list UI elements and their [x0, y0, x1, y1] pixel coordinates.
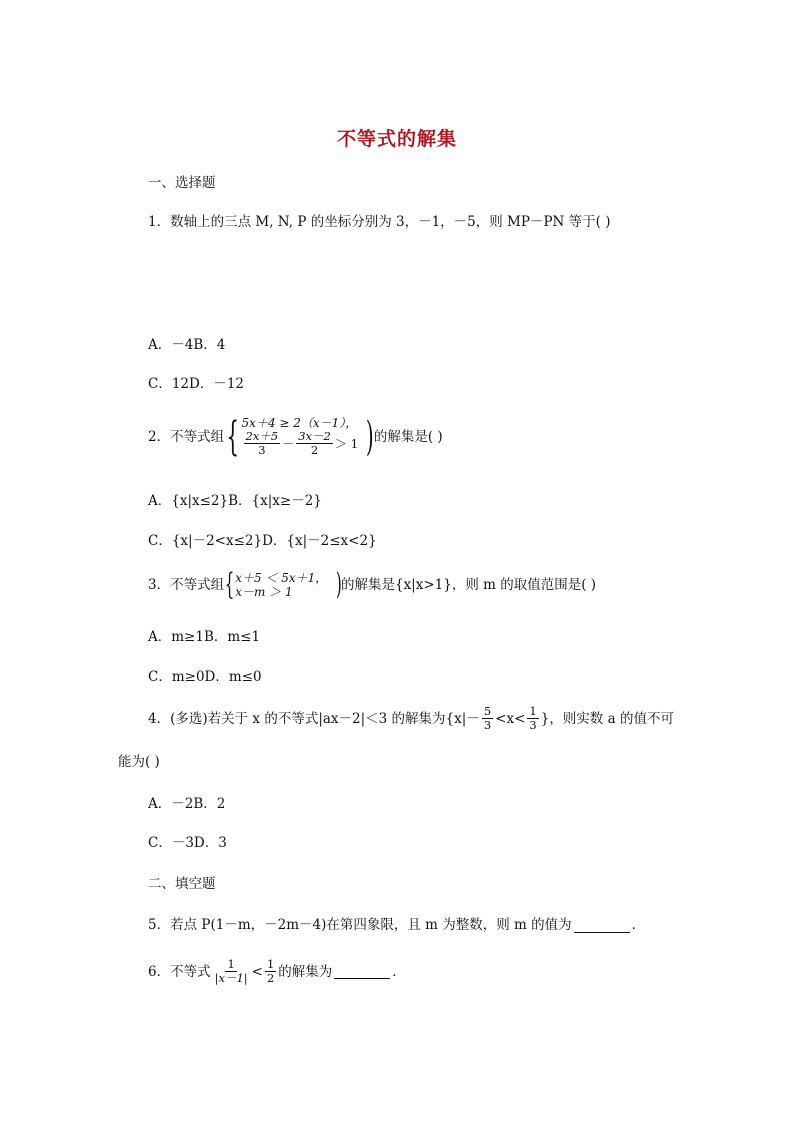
section-heading-fill: 二、填空题	[148, 876, 216, 892]
q3-suffix: 的解集是{x|x>1}，则 m 的取值范围是( )	[340, 577, 597, 593]
q6-end: ．	[392, 963, 406, 980]
fraction-denominator: 3	[258, 443, 266, 457]
fraction-denominator: 2	[310, 443, 319, 457]
inequality-rhs: ＞ 1	[334, 436, 359, 451]
q4-options-ab: A．－2B．2	[148, 796, 226, 812]
question-3	[148, 567, 597, 602]
q4-suffix: ，则实数 a 的值不可	[549, 710, 674, 727]
fraction-numerator: 1	[266, 957, 275, 971]
question-2	[148, 413, 443, 460]
section-heading-choice: 一、选择题	[148, 175, 216, 191]
answer-blank[interactable]	[334, 964, 390, 979]
fraction-denominator: 3	[483, 718, 492, 732]
q2-options-ab: A．{x|x≤2}B．{x|x≥－2}	[148, 493, 322, 509]
fraction-denominator: 3	[529, 718, 537, 732]
q3-options-ab: A．m≥1B．m≤1	[148, 629, 261, 645]
q4-options-cd: C．－3D．3	[148, 835, 227, 851]
fraction	[265, 958, 276, 985]
system-row-1: 5x＋4 ≥ 2（x－1），	[241, 416, 358, 430]
inequality-system	[242, 416, 359, 457]
fraction	[482, 705, 493, 732]
q3-prefix: 3．不等式组	[148, 577, 225, 593]
right-bracket-icon: )	[366, 413, 374, 460]
inequality-system	[235, 571, 327, 599]
q2-suffix: 的解集是( )	[373, 428, 443, 445]
right-bracket-icon: )	[336, 567, 343, 602]
fraction-numerator: 5	[483, 704, 492, 718]
fraction-numerator: 1	[227, 957, 235, 971]
system-row-2: x－m ＞ 1	[235, 585, 293, 599]
less-than-sign: <	[251, 963, 263, 980]
fraction-numerator: 3x－2	[298, 429, 331, 443]
q2-prefix: 2．不等式组	[148, 428, 225, 445]
q2-options-cd: C．{x|－2<x≤2}D．{x|－2≤x<2}	[148, 533, 377, 549]
minus-sign: －	[282, 436, 295, 451]
question-1: 1．数轴上的三点 M, N, P 的坐标分别为 3，－1，－5，则 MP－PN 等于( )	[148, 214, 611, 230]
q3-options-cd: C．m≥0D．m≤0	[148, 669, 262, 685]
question-5	[148, 915, 645, 935]
system-row-1: x＋5 ＜ 5x＋1，	[235, 571, 328, 585]
left-brace-icon: {	[224, 567, 235, 602]
solution-set-close: }	[540, 710, 550, 727]
answer-blank[interactable]	[574, 918, 630, 933]
q1-options-cd: C．12D．－12	[148, 376, 245, 392]
fraction	[213, 958, 250, 985]
q6-prefix: 6．不等式	[148, 963, 211, 980]
fraction-numerator: 1	[529, 704, 537, 718]
q4-prefix: 4．(多选)若关于 x 的不等式|ax－2|＜3 的解集为	[148, 710, 446, 727]
fraction-denominator: 2	[266, 971, 275, 985]
system-row-2	[242, 430, 359, 457]
question-4	[148, 705, 674, 732]
fraction	[244, 430, 281, 457]
q5-end: ．	[631, 917, 646, 933]
q1-options-ab: A．－4B．4	[148, 337, 226, 353]
solution-set-open: {x|－	[445, 710, 480, 727]
q4-line-2: 能为( )	[118, 754, 160, 770]
fraction-denominator: |x－1|	[214, 971, 248, 985]
fraction-numerator: 2x＋5	[245, 429, 279, 443]
q6-suffix: 的解集为	[278, 963, 333, 980]
page-title: 不等式的解集	[336, 128, 457, 150]
fraction	[527, 705, 538, 732]
q5-text: 5．若点 P(1－m，－2m－4)在第四象限，且 m 为整数，则 m 的值为	[148, 917, 572, 933]
left-brace-icon: {	[226, 413, 240, 460]
question-6	[148, 958, 406, 985]
solution-set-middle: <x<	[495, 710, 526, 727]
fraction	[296, 430, 333, 457]
